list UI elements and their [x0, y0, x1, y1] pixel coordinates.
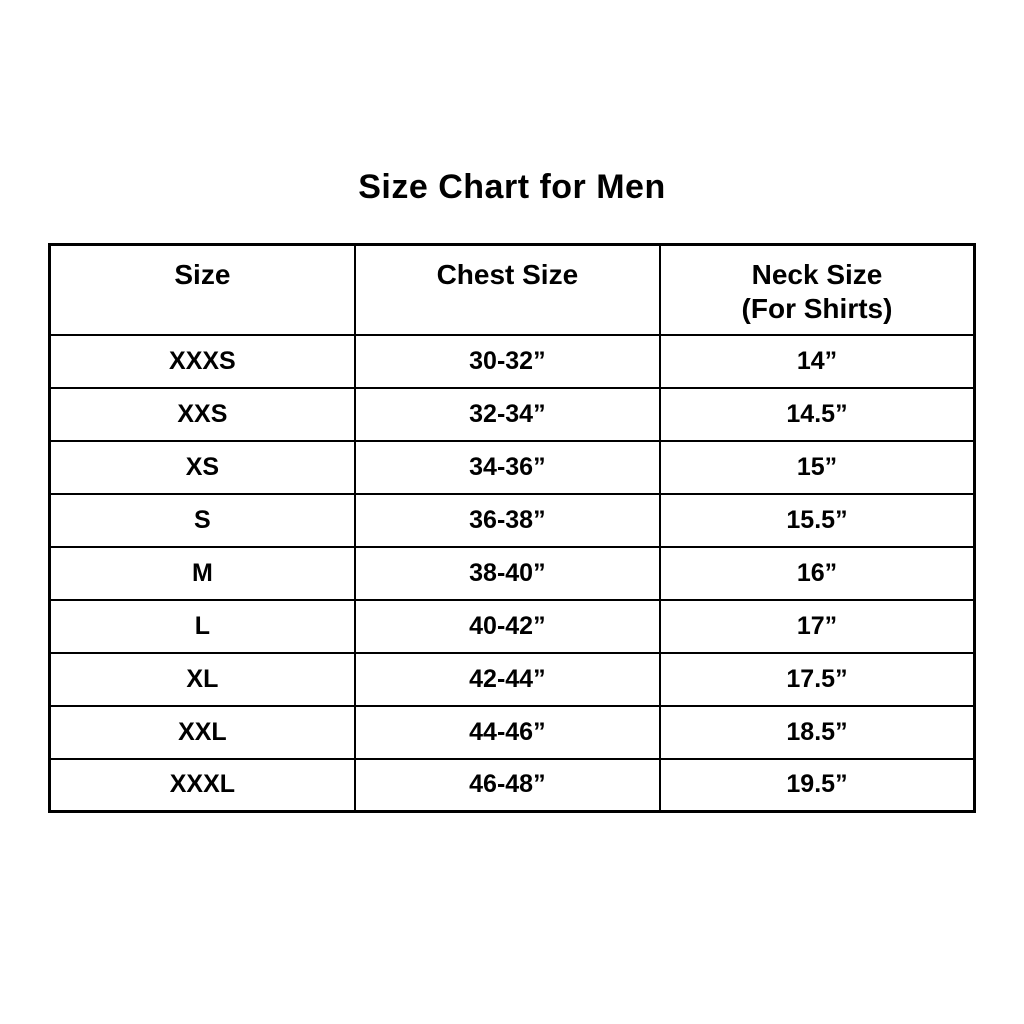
- size-cell: XXL: [50, 706, 355, 759]
- column-header-sublabel: (For Shirts): [741, 293, 893, 324]
- chest-size-cell: 34-36”: [355, 441, 660, 494]
- size-cell: XXXL: [50, 759, 355, 812]
- neck-size-cell: 19.5”: [660, 759, 975, 812]
- column-header-label: Chest Size: [436, 259, 579, 290]
- neck-size-cell: 16”: [660, 547, 975, 600]
- neck-size-cell: 17”: [660, 600, 975, 653]
- chest-size-cell: 46-48”: [355, 759, 660, 812]
- column-header-size: [50, 245, 355, 335]
- table-row: [50, 494, 975, 547]
- neck-size-cell: 14.5”: [660, 388, 975, 441]
- size-chart-table: [48, 243, 976, 813]
- table-row: [50, 388, 975, 441]
- table-header-row: [50, 245, 975, 335]
- column-header-neck-size: [660, 245, 975, 335]
- size-cell: XXXS: [50, 335, 355, 388]
- column-header-label: Size: [174, 259, 231, 290]
- neck-size-cell: 18.5”: [660, 706, 975, 759]
- column-header-chest-size: [355, 245, 660, 335]
- table-row: [50, 653, 975, 706]
- table-row: [50, 600, 975, 653]
- chest-size-cell: 36-38”: [355, 494, 660, 547]
- page-title: Size Chart for Men: [358, 168, 666, 206]
- table-row: [50, 441, 975, 494]
- neck-size-cell: 15.5”: [660, 494, 975, 547]
- table-row: [50, 706, 975, 759]
- neck-size-cell: 15”: [660, 441, 975, 494]
- chest-size-cell: 32-34”: [355, 388, 660, 441]
- table-row: [50, 759, 975, 812]
- column-header-label: Neck Size: [751, 259, 883, 290]
- chest-size-cell: 38-40”: [355, 547, 660, 600]
- chest-size-cell: 30-32”: [355, 335, 660, 388]
- chest-size-cell: 44-46”: [355, 706, 660, 759]
- table-row: [50, 335, 975, 388]
- size-cell: XS: [50, 441, 355, 494]
- table-row: [50, 547, 975, 600]
- neck-size-cell: 17.5”: [660, 653, 975, 706]
- size-cell: S: [50, 494, 355, 547]
- chest-size-cell: 42-44”: [355, 653, 660, 706]
- size-cell: M: [50, 547, 355, 600]
- size-cell: L: [50, 600, 355, 653]
- neck-size-cell: 14”: [660, 335, 975, 388]
- size-cell: XXS: [50, 388, 355, 441]
- chest-size-cell: 40-42”: [355, 600, 660, 653]
- size-cell: XL: [50, 653, 355, 706]
